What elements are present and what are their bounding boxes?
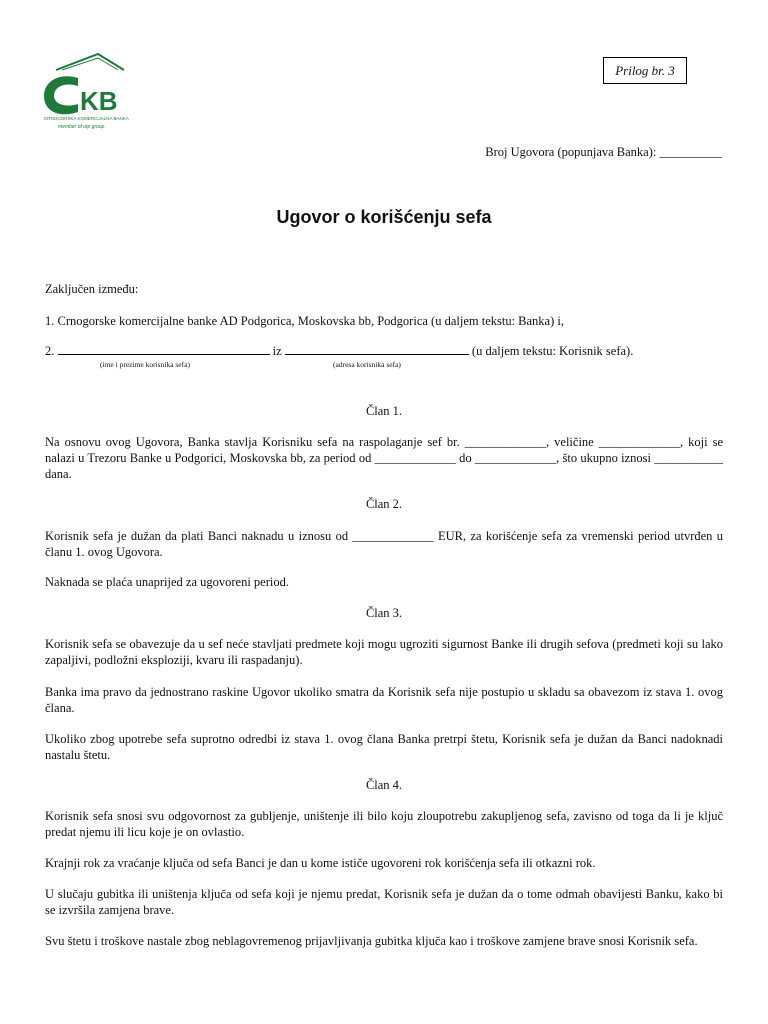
clan-4-p2: Krajnji rok za vraćanje ključa od sefa Banci je dan u kome ističe ugovoreni rok korišćenja sefa ili otkazni rok. <box>45 856 596 870</box>
clan-2-p1: Korisnik sefa je dužan da plati Banci naknadu u iznosu od _____________ EUR, za korišćenje sefa za vremenski period utvrđen u članu 1. ovog Ugovora. <box>45 529 723 559</box>
label-address: (adresa korisnika sefa) <box>333 360 401 369</box>
ckb-logo <box>38 52 148 134</box>
zakljucen-text: Zaključen između: <box>45 282 139 296</box>
name-field[interactable] <box>58 343 270 355</box>
svg-text:KB: KB <box>80 86 118 116</box>
clan-3-p2: Banka ima pravo da jednostrano raskine Ugovor ukoliko smatra da Korisnik sefa nije postupio u skladu sa obavezom iz stava 1. ovog člana. <box>45 685 723 715</box>
prilog-box: Prilog br. 3 <box>603 57 687 84</box>
clan-3-p3: Ukoliko zbog upotrebe sefa suprotno odredbi iz stava 1. ovog člana Banka pretrpi štetu, Korisnik sefa je dužan da Banci nadoknadi nastalu štetu. <box>45 732 723 762</box>
clan-4-p3: U slučaju gubitka ili uništenja ključa od sefa koji je njemu predat, Korisnik sefa je dužan da o tome odmah obavijesti Banku, kako bi se izvršila zamjena brave. <box>45 887 723 917</box>
label-name: (ime i prezime korisnika sefa) <box>100 360 190 369</box>
party-2 <box>45 343 723 359</box>
clan-3-heading: Član 3. <box>365 606 403 620</box>
party-1: 1. Crnogorske komercijalne banke AD Podgorica, Moskovska bb, Podgorica (u daljem tekstu: Banka) i, <box>45 314 564 328</box>
address-field[interactable] <box>285 343 469 355</box>
clan-4-p1: Korisnik sefa snosi svu odgovornost za gubljenje, uništenje ili bilo koju zloupotrebu zakupljenog sefa, zavisno od toga da li je ključ predat njemu ili licu koje je on ovlastio. <box>45 809 723 839</box>
party-2-iz: iz <box>272 344 282 358</box>
clan-4-heading: Član 4. <box>365 778 403 792</box>
party-2-prefix: 2. <box>45 344 55 358</box>
logo-subtitle: CRNOGORSKA KOMERCIJALNA BANKA <box>44 116 129 121</box>
broj-ugovora: Broj Ugovora (popunjava Banka): __________ <box>485 145 722 159</box>
clan-1-heading: Član 1. <box>365 404 403 418</box>
document-title: Ugovor o korišćenju sefa <box>276 207 492 227</box>
clan-1-text: Na osnovu ovog Ugovora, Banka stavlja Korisniku sefa na raspolaganje sef br. _____________, veličine _____________, koji se nalazi u Trezoru Banke u Podgorici, Moskovska bb, za period od _____________ do _____________, što ukupno iznosi ___________ dana. <box>45 435 723 481</box>
party-2-suffix: (u daljem tekstu: Korisnik sefa). <box>471 344 634 358</box>
clan-4-p4: Svu štetu i troškove nastale zbog neblagovremenog prijavljivanja gubitka ključa kao i troškove zamjene brave snosi Korisnik sefa. <box>45 934 698 948</box>
clan-2-heading: Član 2. <box>365 497 403 511</box>
clan-2-p2: Naknada se plaća unaprijed za ugovoreni period. <box>45 575 289 589</box>
logo-member: member of otp group <box>58 124 105 130</box>
clan-3-p1: Korisnik sefa se obavezuje da u sef neće stavljati predmete koji mogu ugroziti sigurnost Banke ili drugih sefova (predmeti koji su lako zapaljivi, podložni eksploziji, kvaru ili raspadanju). <box>45 637 723 667</box>
